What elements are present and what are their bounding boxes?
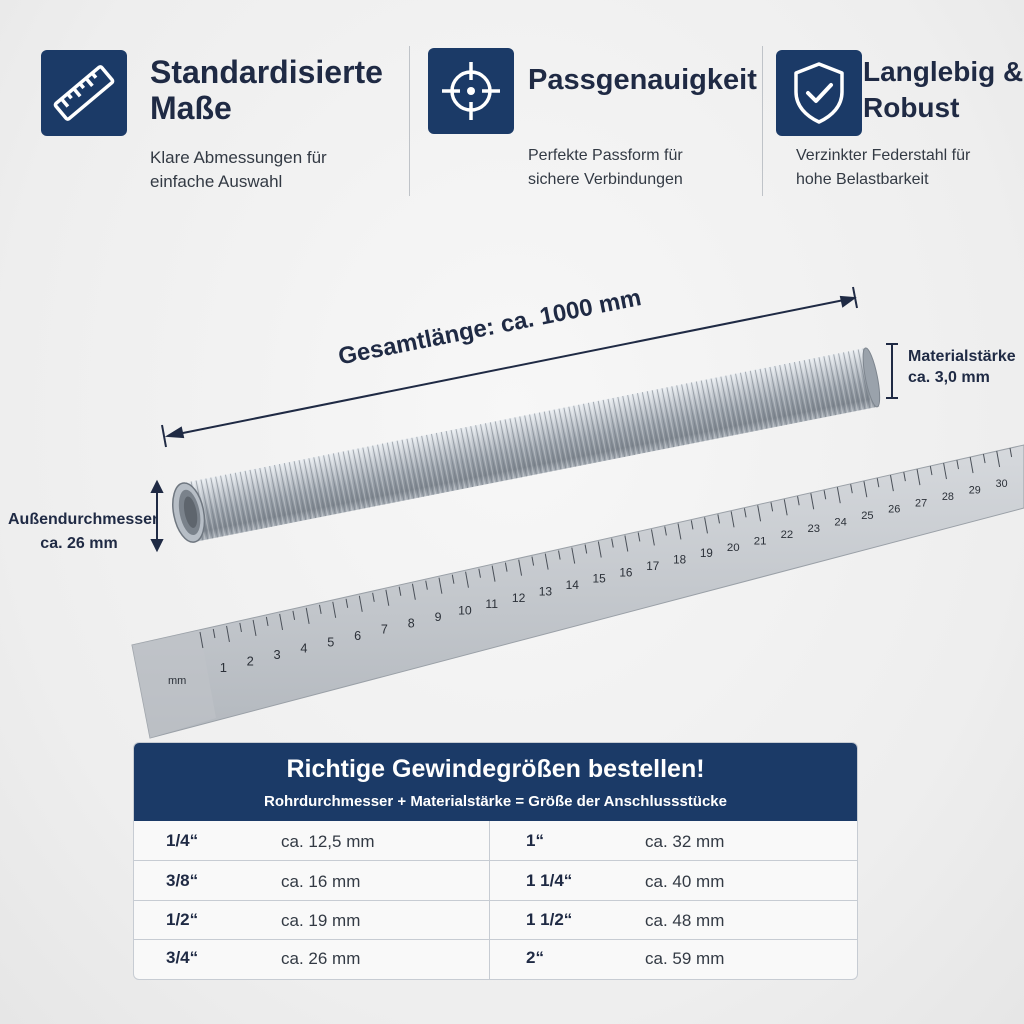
thread-size: 1 1/4“ — [526, 871, 573, 890]
thread-size: 1/2“ — [166, 910, 199, 929]
ruler-number: 3 — [273, 647, 281, 663]
ruler-number: 4 — [300, 640, 308, 656]
ruler-number: 30 — [995, 478, 1008, 491]
ruler-number: 10 — [458, 603, 472, 618]
ruler-number: 28 — [941, 490, 954, 503]
thread-size-table — [133, 742, 858, 980]
ruler-number: 16 — [619, 565, 633, 580]
ruler-number: 11 — [485, 597, 499, 612]
pipe-diameter: ca. 48 mm — [645, 911, 725, 930]
divider — [134, 939, 857, 940]
ruler-number: 26 — [888, 503, 901, 516]
pipe-diameter: ca. 40 mm — [645, 872, 725, 891]
ruler-number: 7 — [380, 622, 388, 637]
thread-size: 2“ — [526, 948, 544, 967]
thread-size: 1“ — [526, 831, 544, 850]
feature-description: Klare Abmessungen für einfache Auswahl — [150, 148, 327, 191]
ruler-number: 19 — [699, 548, 713, 561]
ruler-unit: mm — [168, 675, 187, 687]
thickness-label: Materialstärke ca. 3,0 mm — [908, 348, 1016, 386]
ruler-number: 27 — [915, 497, 928, 510]
table-title: Richtige Gewindegrößen bestellen! — [286, 755, 705, 783]
divider — [134, 900, 857, 901]
pipe-diameter: ca. 19 mm — [281, 911, 361, 930]
ruler-number: 14 — [565, 578, 579, 593]
table-subtitle: Rohrdurchmesser + Materialstärke = Größe der Anschlussstücke — [264, 793, 727, 810]
ruler-number: 22 — [780, 529, 794, 542]
ruler-number: 6 — [354, 628, 362, 643]
feature-title: Passgenauigkeit — [528, 64, 757, 96]
feature-description: Perfekte Passform für sichere Verbindungen — [528, 147, 683, 188]
feature-title: Standardisierte Maße — [150, 54, 383, 126]
length-label: Gesamtlänge: ca. 1000 mm — [336, 284, 644, 371]
pipe-diameter: ca. 12,5 mm — [281, 832, 375, 851]
ruler-number: 5 — [327, 635, 335, 650]
ruler-number: 21 — [753, 535, 767, 548]
ruler-number: 20 — [726, 541, 740, 554]
thread-size: 1 1/2“ — [526, 910, 573, 929]
thread-size: 1/4“ — [166, 831, 199, 850]
ruler-number: 29 — [968, 484, 981, 497]
thread-size: 3/8“ — [166, 871, 199, 890]
ruler-number: 18 — [673, 553, 687, 567]
diameter-label: Außendurchmesser ca. 26 mm — [8, 511, 159, 552]
pipe-diameter: ca. 16 mm — [281, 872, 361, 891]
ruler-number: 24 — [834, 516, 847, 529]
ruler-number: 1 — [219, 659, 228, 675]
ruler-number: 2 — [246, 653, 254, 669]
ruler-number: 9 — [434, 609, 442, 624]
thickness-bracket — [886, 344, 898, 398]
ruler-number: 15 — [592, 571, 606, 586]
table-header — [134, 743, 857, 821]
ruler-number: 23 — [807, 522, 820, 535]
ruler-number: 8 — [407, 616, 415, 631]
ruler-number: 13 — [538, 584, 553, 599]
thread-size: 3/4“ — [166, 948, 199, 967]
pipe-diameter: ca. 32 mm — [645, 832, 725, 851]
feature-title: Langlebig & Robust — [863, 56, 1024, 123]
ruler-number: 17 — [646, 559, 660, 573]
ruler-number: 25 — [861, 510, 874, 523]
pipe-diameter: ca. 26 mm — [281, 949, 361, 968]
divider — [489, 821, 490, 979]
pipe-diameter: ca. 59 mm — [645, 949, 725, 968]
feature-description: Verzinkter Federstahl für hohe Belastbarkeit — [796, 147, 971, 188]
divider — [134, 860, 857, 861]
ruler-number: 12 — [511, 590, 526, 605]
